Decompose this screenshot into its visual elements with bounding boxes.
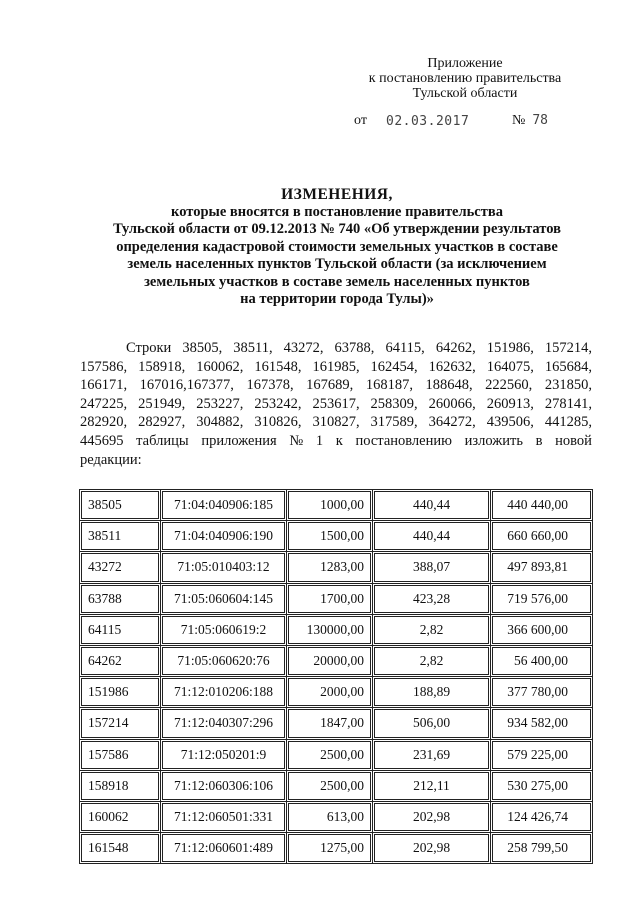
paragraph-word: 222560,	[485, 377, 533, 394]
table-cell: 71:12:040307:296	[161, 708, 287, 739]
cadastral-table	[79, 489, 593, 864]
paragraph-word: 310827,	[312, 414, 360, 431]
paragraph-word: 167689,	[306, 377, 354, 394]
table-cell: 71:04:040906:185	[161, 490, 287, 521]
table-cell: 64115	[80, 614, 161, 645]
paragraph-word: 445695	[80, 432, 124, 449]
heading-subtitle-line: земель населенных пунктов Тульской области (за исключением	[127, 256, 547, 272]
paragraph-word: 161985,	[312, 358, 360, 375]
paragraph-word: 151986,	[486, 340, 534, 356]
table-cell: 71:12:050201:9	[161, 739, 287, 770]
document-heading	[80, 186, 594, 309]
table-cell: 440 440,00	[491, 490, 593, 521]
paragraph-line	[80, 376, 592, 395]
paragraph-word: 64262,	[435, 340, 476, 356]
paragraph-word: 258309,	[370, 395, 418, 412]
table-row	[80, 490, 593, 521]
paragraph-word: 38505,	[182, 340, 223, 356]
heading-subtitle-line: на территории города Тулы)»	[240, 291, 434, 307]
paragraph-word: 231850,	[544, 377, 592, 394]
document-date: 02.03.2017	[386, 114, 470, 129]
document-number-block	[512, 113, 582, 129]
table-cell: 388,07	[373, 552, 491, 583]
table-cell: 202,98	[373, 801, 491, 832]
paragraph-word: 304882,	[196, 414, 244, 431]
paragraph-word: 165684,	[544, 358, 592, 375]
paragraph-word: таблицы	[136, 432, 189, 449]
paragraph-word: 1	[315, 432, 324, 449]
paragraph-word: 157586,	[80, 358, 128, 375]
heading-subtitle-line: Тульской области от 09.12.2013 № 740 «Об утверждении результатов	[113, 221, 561, 237]
table-row	[80, 708, 593, 739]
table-cell: 64262	[80, 645, 161, 676]
table-cell: 377 780,00	[491, 677, 593, 708]
table-row	[80, 521, 593, 552]
table-cell: 506,00	[373, 708, 491, 739]
paragraph-word: 162632,	[428, 358, 476, 375]
document-number: 78	[532, 113, 549, 128]
table-cell: 130000,00	[287, 614, 373, 645]
paragraph-line	[80, 413, 592, 432]
table-cell: 212,11	[373, 770, 491, 801]
paragraph-word: 282927,	[138, 414, 186, 431]
paragraph-word: новой	[555, 432, 592, 449]
table-cell: 157214	[80, 708, 161, 739]
table-cell: 63788	[80, 583, 161, 614]
paragraph-line	[80, 432, 592, 451]
paragraph-word: 247225,	[80, 395, 128, 412]
paragraph-word: 167016,167377,	[139, 377, 234, 394]
date-prefix: от	[354, 113, 367, 128]
table-cell: 56 400,00	[491, 645, 593, 676]
table-cell: 530 275,00	[491, 770, 593, 801]
table-cell: 440,44	[373, 490, 491, 521]
table-cell: 497 893,81	[491, 552, 593, 583]
table-cell: 1000,00	[287, 490, 373, 521]
paragraph-word: 38511,	[233, 340, 273, 356]
paragraph-word: постановлению	[355, 432, 452, 449]
appendix-line: Тульской области	[412, 86, 518, 101]
table-cell: 613,00	[287, 801, 373, 832]
appendix-line: к постановлению правительства	[368, 71, 562, 86]
paragraph-word: 310826,	[254, 414, 302, 431]
paragraph-word: 278141,	[544, 395, 592, 412]
paragraph-word: 164075,	[486, 358, 534, 375]
appendix-line: Приложение	[427, 56, 503, 71]
paragraph-word: приложения	[201, 432, 277, 449]
table-cell: 1500,00	[287, 521, 373, 552]
table-cell: 71:12:060601:489	[161, 833, 287, 864]
paragraph-word: 439506,	[486, 414, 534, 431]
paragraph-word: 253227,	[196, 395, 244, 412]
table-row	[80, 801, 593, 832]
paragraph-word: 63788,	[334, 340, 375, 356]
table-row	[80, 833, 593, 864]
table-cell: 660 660,00	[491, 521, 593, 552]
paragraph-word: №	[289, 432, 304, 449]
table-cell: 71:05:060620:76	[161, 645, 287, 676]
heading-subtitle-line: земельных участков в составе земель населенных пунктов	[144, 273, 530, 290]
heading-title: ИЗМЕНЕНИЯ,	[281, 186, 393, 203]
paragraph-line	[80, 395, 592, 414]
table-row	[80, 583, 593, 614]
table-cell: 38505	[80, 490, 161, 521]
table-cell: 160062	[80, 801, 161, 832]
table-cell: 1700,00	[287, 583, 373, 614]
paragraph-word: 168187,	[365, 377, 413, 394]
table-cell: 71:12:060306:106	[161, 770, 287, 801]
paragraph-word: Строки	[126, 340, 172, 356]
table-cell: 231,69	[373, 739, 491, 770]
table-cell: 440,44	[373, 521, 491, 552]
table-cell: 188,89	[373, 677, 491, 708]
table-row	[80, 677, 593, 708]
paragraph-word: 167378,	[246, 377, 294, 394]
paragraph-word: 441285,	[544, 414, 592, 431]
table-cell: 366 600,00	[491, 614, 593, 645]
paragraph-word: 161548,	[254, 358, 302, 375]
table-cell: 161548	[80, 833, 161, 864]
table-cell: 579 225,00	[491, 739, 593, 770]
paragraph-word: 317589,	[370, 414, 418, 431]
table-cell: 719 576,00	[491, 583, 593, 614]
table-cell: 2500,00	[287, 739, 373, 770]
table-cell: 158918	[80, 770, 161, 801]
table-row	[80, 645, 593, 676]
table-row	[80, 614, 593, 645]
paragraph-word: в	[535, 432, 543, 449]
paragraph-word: 160062,	[196, 358, 244, 375]
table-cell: 151986	[80, 677, 161, 708]
paragraph-line	[80, 451, 592, 470]
table-cell: 2500,00	[287, 770, 373, 801]
heading-subtitle-line: определения кадастровой стоимости земельных участков в составе	[116, 238, 558, 255]
paragraph-word: изложить	[464, 432, 523, 449]
paragraph-word: 260066,	[428, 395, 476, 412]
table-cell: 1275,00	[287, 833, 373, 864]
table-cell: 71:05:010403:12	[161, 552, 287, 583]
heading-subtitle-line: которые вносятся в постановление правительства	[171, 203, 503, 220]
body-paragraph	[80, 339, 592, 469]
table-cell: 1283,00	[287, 552, 373, 583]
document-date-number	[354, 113, 549, 129]
table-cell: 202,98	[373, 833, 491, 864]
table-cell: 20000,00	[287, 645, 373, 676]
table-cell: 157586	[80, 739, 161, 770]
appendix-block	[340, 56, 590, 101]
table-cell: 124 426,74	[491, 801, 593, 832]
table-cell: 71:04:040906:190	[161, 521, 287, 552]
paragraph-line	[80, 358, 592, 377]
paragraph-word: 158918,	[138, 358, 186, 375]
paragraph-word: редакции:	[80, 451, 142, 468]
table-cell: 934 582,00	[491, 708, 593, 739]
table-row	[80, 770, 593, 801]
paragraph-word: 157214,	[544, 340, 592, 356]
table-cell: 2,82	[373, 614, 491, 645]
paragraph-word: 188648,	[425, 377, 473, 394]
paragraph-word: 253617,	[312, 395, 360, 412]
table-cell: 71:12:060501:331	[161, 801, 287, 832]
paragraph-word: 364272,	[428, 414, 476, 431]
table-cell: 71:12:010206:188	[161, 677, 287, 708]
paragraph-word: 260913,	[486, 395, 534, 412]
table-row	[80, 739, 593, 770]
table-cell: 258 799,50	[491, 833, 593, 864]
paragraph-word: 253242,	[254, 395, 302, 412]
table-cell: 38511	[80, 521, 161, 552]
number-prefix: №	[512, 113, 526, 128]
table-cell: 2,82	[373, 645, 491, 676]
table-cell: 2000,00	[287, 677, 373, 708]
paragraph-word: 166171,	[80, 377, 128, 394]
paragraph-line	[80, 339, 592, 358]
paragraph-word: 282920,	[80, 414, 128, 431]
table-cell: 1847,00	[287, 708, 373, 739]
table-cell: 71:05:060604:145	[161, 583, 287, 614]
paragraph-word: 162454,	[370, 358, 418, 375]
table-cell: 43272	[80, 552, 161, 583]
paragraph-word: 251949,	[138, 395, 186, 412]
paragraph-word: 43272,	[283, 340, 324, 356]
table-row	[80, 552, 593, 583]
paragraph-word: к	[335, 432, 343, 449]
paragraph-word: 64115,	[385, 340, 425, 356]
table-cell: 423,28	[373, 583, 491, 614]
table-cell: 71:05:060619:2	[161, 614, 287, 645]
